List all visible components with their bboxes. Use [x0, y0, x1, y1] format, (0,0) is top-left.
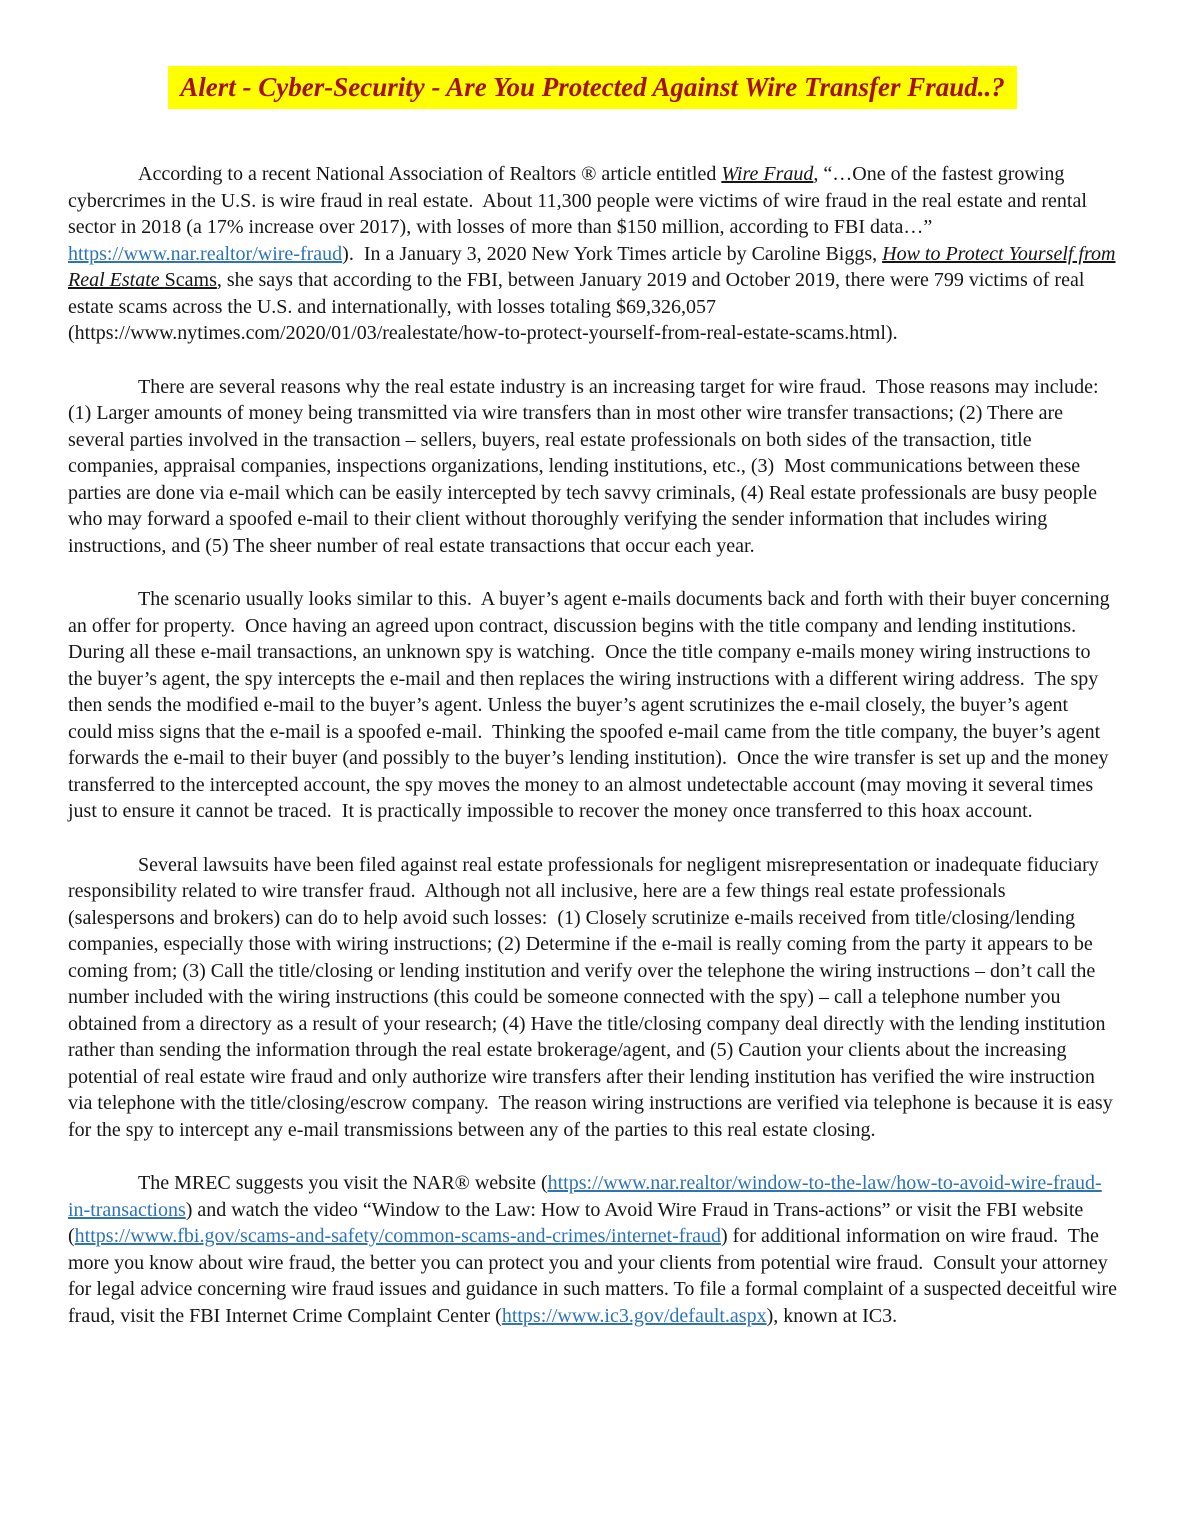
body-text: The scenario usually looks similar to this. A buyer’s agent e-mails documents back and forth with their buyer concerning an offer for property. Once having an agreed upon contract, discussion begins with the title company and lending institutions. During all these e-mail transactions, an unknown spy is watching. Once the title company e-mails money wiring instructions to the buyer’s agent, the spy intercepts the e-mail and then replaces the wiring instructions with a different wiring address. The spy then sends the modified e-mail to the buyer’s agent. Unless the buyer’s agent scrutinizes the e-mail closely, the buyer’s agent could miss signs that the e-mail is a spoofed e-mail. Thinking the spoofed e-mail came from the title company, the buyer’s agent forwards the e-mail to their buyer (and possibly to the buyer’s lending institution). Once the wire transfer is set up and the money transferred to the intercepted account, the spy moves the money to an almost undetectable account (may moving it several times just to ensure it cannot be traced. It is practically impossible to recover the money once transferred to this hoax account.	[68, 588, 1110, 822]
body-text: The MREC suggests you visit the NAR® website (	[138, 1172, 548, 1194]
body-text: According to a recent National Association of Realtors ® article entitled	[138, 163, 722, 185]
cited-title-text: How to Protect Yourself from Real Estate	[68, 242, 1116, 291]
body-text: There are several reasons why the real estate industry is an increasing target for wire fraud. Those reasons may include: (1) Larger amounts of money being transmitted via wire transfers than in most other wire transfer transactions; (2) There are several parties involved in the transaction – sellers, buyers, real estate professionals on both sides of the transaction, title companies, appraisal companies, inspections organizations, lending institutions, etc., (3) Most communications between these parties are done via e-mail which can be easily intercepted by tech savvy criminals, (4) Real estate professionals are busy people who may forward a spoofed e-mail to their client without thoroughly verifying the sender information that includes wiring instructions, and (5) The sheer number of real estate transactions that occur each year.	[68, 375, 1099, 557]
hyperlink[interactable]: https://www.nar.realtor/window-to-the-law/how-to-avoid-wire-fraud-in-transactions	[68, 1172, 1102, 1221]
hyperlink[interactable]: https://www.nar.realtor/wire-fraud	[68, 242, 343, 265]
cited-title-text: Wire Fraud	[721, 163, 814, 185]
paragraph-5	[68, 1170, 1117, 1329]
paragraph-2	[68, 374, 1117, 560]
paragraph-3	[68, 586, 1117, 825]
hyperlink[interactable]: https://www.ic3.gov/default.aspx	[501, 1304, 767, 1327]
paragraph-4	[68, 852, 1117, 1144]
body-text: , “…One of the fastest growing cybercrimes in the U.S. is wire fraud in real estate. About 11,300 people were victims of wire fraud in the real estate and rental sector in 2018 (a 17% increase over 2017), with losses of more than $150 million, according to FBI data…”	[68, 163, 1087, 238]
body-text: , she says that according to the FBI, between January 2019 and October 2019, there were 799 victims of real estate scams across the U.S. and internationally, with losses totaling $69,326,057 (https://www.nytimes.com/2020/01/03/realestate/how-to-protect-yourself-from-real-estate-scams.html).	[68, 269, 1085, 344]
body-text: Scams	[164, 269, 217, 291]
body-text: ), known at IC3.	[766, 1304, 898, 1327]
body-text: ) and watch the video “Window to the Law: How to Avoid Wire Fraud in Trans-actions” or visit the FBI website (	[68, 1198, 1084, 1247]
title-row	[68, 66, 1117, 109]
body-text: ). In a January 3, 2020 New York Times article by Caroline Biggs,	[342, 242, 883, 265]
document-body	[68, 161, 1117, 1329]
page-title: Alert - Cyber-Security - Are You Protected Against Wire Transfer Fraud..?	[168, 66, 1017, 109]
body-text: Several lawsuits have been filed against real estate professionals for negligent misrepresentation or inadequate fiduciary responsibility related to wire transfer fraud. Although not all inclusive, here are a few things real estate professionals (salespersons and brokers) can do to help avoid such losses: (1) Closely scrutinize e-mails received from title/closing/lending companies, especially those with wiring instructions; (2) Determine if the e-mail is really coming from the party it appears to be coming from; (3) Call the title/closing or lending institution and verify over the telephone the wiring instructions – don’t call the number included with the wiring instructions (this could be someone connected with the spy) – call a telephone number you obtained from a directory as a result of your research; (4) Have the title/closing company deal directly with the lending institution rather than sending the information through the real estate brokerage/agent, and (5) Caution your clients about the increasing potential of real estate wire fraud and only authorize wire transfers after their lending institution has verified the wire instruction via telephone with the title/closing/escrow company. The reason wiring instructions are verified via telephone is because it is easy for the spy to intercept any e-mail transmissions between any of the parties to this real estate closing.	[68, 853, 1113, 1141]
body-text: ) for additional information on wire fraud. The more you know about wire fraud, the better you can protect you and your clients from potential wire fraud. Consult your attorney for legal advice concerning wire fraud issues and guidance in such matters. To file a formal complaint of a suspected deceitful wire fraud, visit the FBI Internet Crime Complaint Center (	[68, 1225, 1117, 1327]
paragraph-1	[68, 161, 1117, 347]
hyperlink[interactable]: https://www.fbi.gov/scams-and-safety/common-scams-and-crimes/internet-fraud	[74, 1225, 721, 1247]
